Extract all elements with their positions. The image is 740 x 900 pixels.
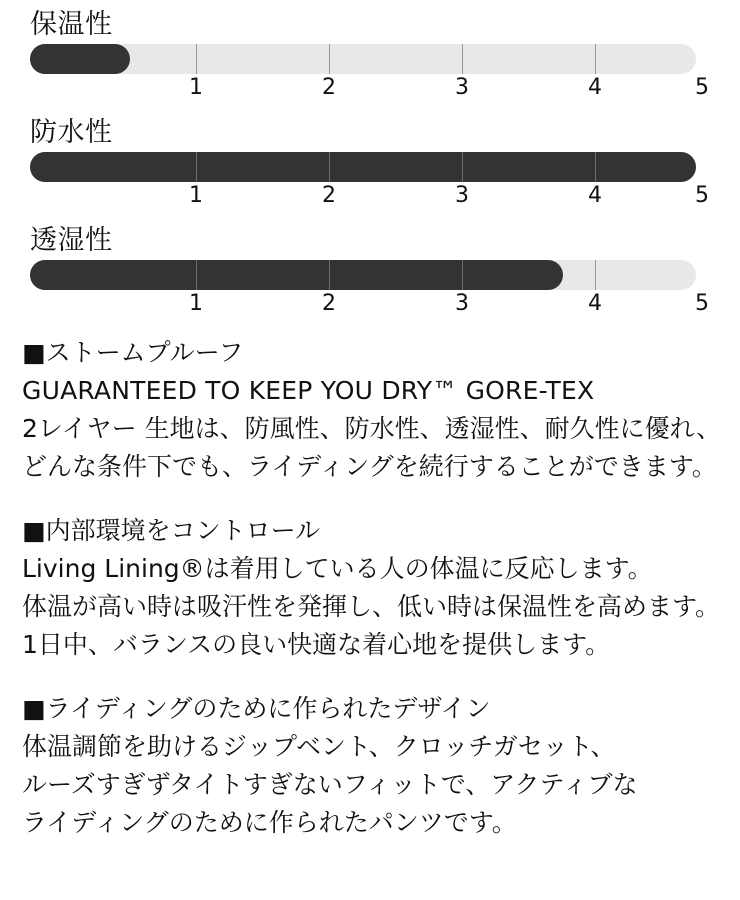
section-line: GUARANTEED TO KEEP YOU DRY™ GORE-TEX [22, 376, 595, 405]
scale-number: 3 [455, 183, 469, 208]
rating-tick [595, 260, 596, 290]
rating-label: 透湿性 [30, 225, 113, 256]
rating-label: 保温性 [30, 9, 113, 40]
scale-number: 3 [455, 291, 469, 316]
section-heading: ■ストームプルーフ [22, 338, 244, 367]
scale-number: 5 [695, 183, 709, 208]
rating-tick [462, 44, 463, 74]
section-line: 1日中、バランスの良い快適な着心地を提供します。 [22, 630, 611, 659]
section-line: 2レイヤー 生地は、防風性、防水性、透湿性、耐久性に優れ、 [22, 414, 722, 443]
section-line: ライディングのために作られたパンツです。 [22, 808, 517, 837]
rating-bar-fill [30, 44, 130, 74]
section-line: ルーズすぎずタイトすぎないフィットで、アクティブな [22, 770, 638, 799]
rating-block [22, 8, 718, 102]
rating-label: 防水性 [30, 117, 113, 148]
rating-tick [196, 44, 197, 74]
rating-bar [30, 152, 696, 182]
rating-tick [595, 152, 596, 182]
rating-scale [30, 182, 709, 210]
rating-tick [196, 260, 197, 290]
scale-number: 2 [322, 75, 336, 100]
rating-block [22, 224, 718, 318]
rating-tick [462, 152, 463, 182]
rating-tick [329, 260, 330, 290]
scale-number: 1 [189, 75, 203, 100]
scale-number: 2 [322, 183, 336, 208]
section-heading: ■内部環境をコントロール [22, 516, 321, 545]
scale-number: 5 [695, 291, 709, 316]
scale-number: 1 [189, 183, 203, 208]
section-line: 体温調節を助けるジップベント、クロッチガセット、 [22, 732, 616, 761]
rating-scale [30, 290, 709, 318]
rating-tick [196, 152, 197, 182]
description-section [22, 334, 722, 486]
rating-tick [329, 152, 330, 182]
rating-block [22, 116, 718, 210]
rating-chart-group [22, 8, 718, 318]
scale-number: 2 [322, 291, 336, 316]
section-line: どんな条件下でも、ライディングを続行することができます。 [22, 452, 717, 481]
rating-scale [30, 74, 709, 102]
rating-bar-fill [30, 152, 696, 182]
description-copy [22, 334, 722, 842]
rating-tick [462, 260, 463, 290]
scale-number: 3 [455, 75, 469, 100]
scale-number: 4 [588, 75, 602, 100]
rating-bar-fill [30, 260, 563, 290]
description-section [22, 690, 718, 842]
description-section [22, 512, 721, 664]
section-line: 体温が高い時は吸汗性を発揮し、低い時は保温性を高めます。 [22, 592, 721, 621]
scale-number: 1 [189, 291, 203, 316]
section-line: Living Lining®は着用している人の体温に反応します。 [22, 554, 653, 583]
rating-bar [30, 260, 696, 290]
scale-number: 4 [588, 291, 602, 316]
rating-tick [329, 44, 330, 74]
section-heading: ■ライディングのために作られたデザイン [22, 694, 491, 723]
scale-number: 5 [695, 75, 709, 100]
scale-number: 4 [588, 183, 602, 208]
rating-tick [595, 44, 596, 74]
rating-bar [30, 44, 696, 74]
